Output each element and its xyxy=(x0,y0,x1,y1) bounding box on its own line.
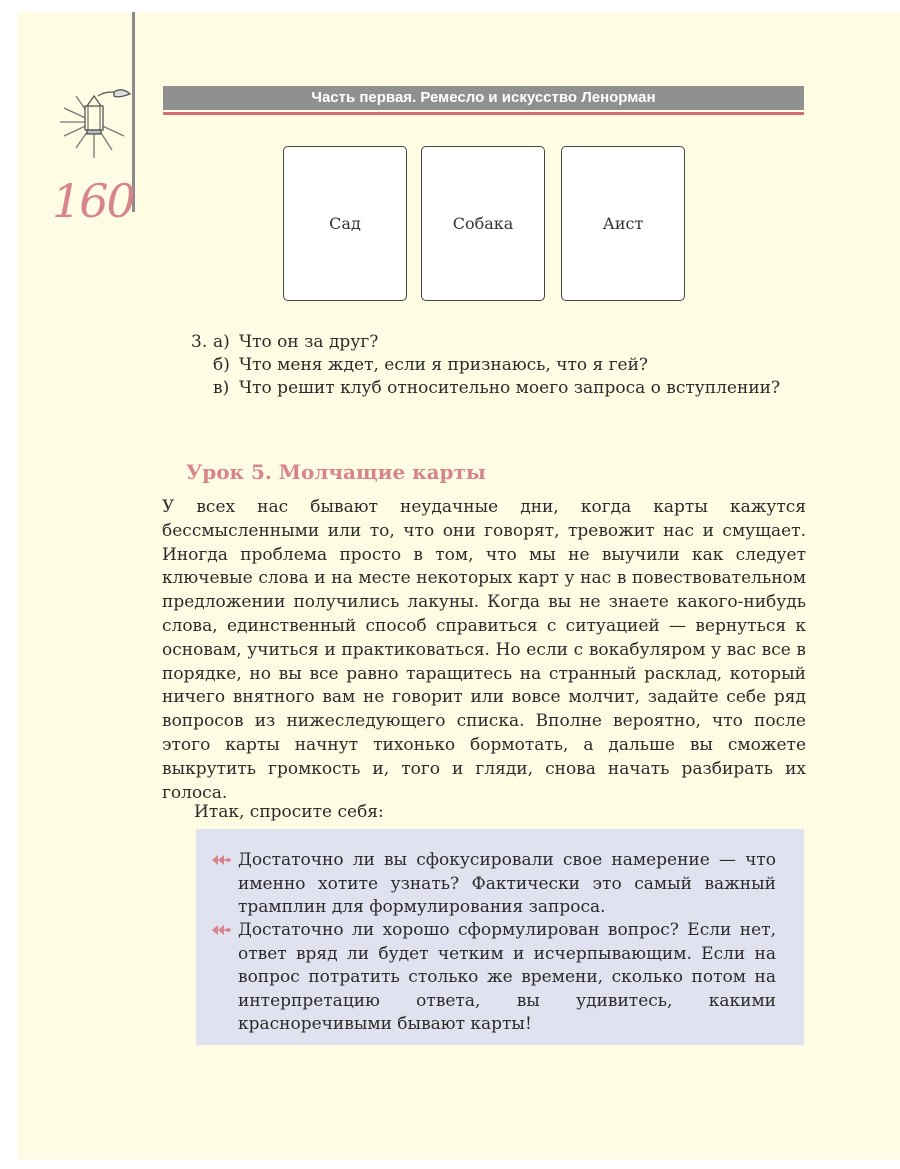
ornament-bullet-icon xyxy=(210,923,232,937)
ask-yourself-line: Итак, спросите себя: xyxy=(194,802,384,822)
checklist-item xyxy=(210,919,776,1037)
checklist-item xyxy=(210,849,776,920)
lesson-paragraph: У всех нас бывают неудачные дни, когда карты кажутся бессмысленными или то, что они говорят, тревожит нас и смущает. Иногда проблема просто в том, что мы не выучили как следует ключевые слова и на месте некоторых карт у нас в повествовательном предложении получились лакуны. Когда вы не знаете какого-нибудь слова, единственный способ справиться с ситуацией — вернуться к основам, учиться и практиковаться. Но если с вокабуляром у вас все в порядке, но вы все равно таращитесь на странный расклад, который ничего внятного вам не говорит или вовсе молчит, задайте себе ряд вопросов из нижеследующего списка. Вполне вероятно, что после этого карты начнут тихонько бормотать, а дальше вы сможете выкрутить громкость и, того и гляди, снова начать разбирать их голоса. xyxy=(162,497,806,803)
card-stork: Аист xyxy=(561,146,685,301)
question-letter: а) xyxy=(213,332,230,352)
page-number: 160 xyxy=(52,174,134,228)
question-list xyxy=(191,331,780,400)
question-item xyxy=(191,331,780,354)
question-item xyxy=(191,354,780,377)
card-garden: Сад xyxy=(283,146,407,301)
ornament-bullet-icon xyxy=(210,853,232,867)
card-dog: Собака xyxy=(421,146,545,301)
question-item xyxy=(191,377,780,400)
checklist-text: Достаточно ли вы сфокусировали свое намерение — что именно хотите узнать? Фактически это самый важный трамплин для формулирования запроса. xyxy=(238,850,776,917)
checklist-box xyxy=(196,829,804,1045)
header-rule xyxy=(163,112,804,115)
question-text: Что меня ждет, если я признаюсь, что я гей? xyxy=(239,355,649,375)
lesson-body xyxy=(162,496,806,805)
question-text: Что решит клуб относительно моего запроса о вступлении? xyxy=(239,378,781,398)
checklist-text: Достаточно ли хорошо сформулирован вопрос? Если нет, ответ вряд ли будет четким и исчерпывающим. Если на вопрос потратить столько же времени, сколько потом на интерпретацию ответа, вы удивитесь, какими красноречивыми бывают карты! xyxy=(238,920,776,1034)
question-letter: б) xyxy=(213,355,230,375)
question-number: 3. xyxy=(191,332,208,352)
running-header: Часть первая. Ремесло и искусство Ленорман xyxy=(163,86,804,110)
question-text: Что он за друг? xyxy=(239,332,379,352)
lantern-hand-icon xyxy=(54,86,134,162)
question-letter: в) xyxy=(213,378,230,398)
lesson-title: Урок 5. Молчащие карты xyxy=(186,460,486,484)
